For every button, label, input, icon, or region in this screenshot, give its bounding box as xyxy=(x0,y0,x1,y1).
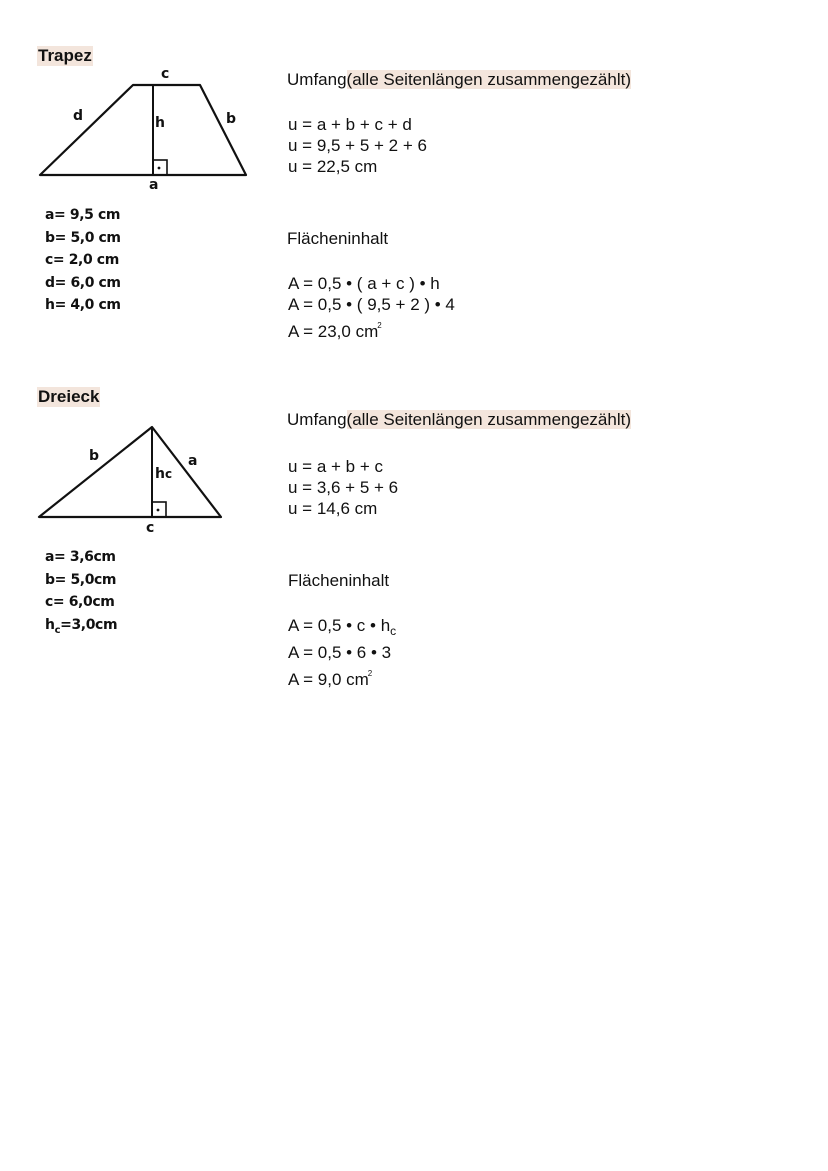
trapez-label-b: b xyxy=(226,111,237,127)
value-row: a= 9,5 cm xyxy=(45,207,121,223)
dreieck-flaeche-equations: A = 0,5 • c • $h_c$ A = 0,5 • 6 • 3 A = 9,0 $cm^2$ xyxy=(288,616,397,689)
dreieck-title: Dreieck xyxy=(38,387,100,406)
dreieck-label-hc: hc xyxy=(155,466,173,482)
dreieck-label-a: a xyxy=(188,453,198,469)
value-row: b= 5,0cm xyxy=(45,571,117,588)
dreieck-figure xyxy=(0,0,300,540)
value-row: c= 2,0 cm xyxy=(45,252,119,268)
value-row: b= 5,0 cm xyxy=(45,229,121,246)
trapez-flaeche-equations: A = 0,5 • ( a + c ) • h A = 0,5 • ( 9,5 + 2 ) • 4 A = 23,0 $cm^2$ xyxy=(288,274,455,341)
dreieck-label-c: c xyxy=(146,520,155,536)
trapez-flaeche-heading: Flächeninhalt xyxy=(287,229,389,248)
value-row: $h_c=3,0cm$ xyxy=(45,616,118,636)
trapez-label-h: h xyxy=(155,115,165,131)
trapez-title: Trapez xyxy=(38,46,92,65)
trapez-umfang-heading: Umfang(alle Seitenlängen zusammengezählt) xyxy=(287,70,631,89)
trapez-label-c: c xyxy=(161,66,170,82)
value-row: c= 6,0cm xyxy=(45,594,115,610)
dreieck-umfang-equations: u = a + b + c u = 3,6 + 5 + 6 u = 14,6 cm xyxy=(288,457,399,518)
dreieck-label-b: b xyxy=(89,448,100,464)
trapez-umfang-equations: u = a + b + c + d u = 9,5 + 5 + 2 + 6 u = 22,5 cm xyxy=(288,115,427,176)
trapez-label-a: a xyxy=(149,177,159,193)
dreieck-flaeche-heading: Flächeninhalt xyxy=(288,571,390,590)
trapez-label-d: d xyxy=(73,108,84,124)
value-row: d= 6,0 cm xyxy=(45,274,121,291)
value-row: h= 4,0 cm xyxy=(45,297,121,313)
dreieck-values xyxy=(45,546,117,642)
value-row: a= 3,6cm xyxy=(45,549,116,565)
dreieck-umfang-heading: Umfang(alle Seitenlängen zusammengezählt) xyxy=(287,410,631,429)
